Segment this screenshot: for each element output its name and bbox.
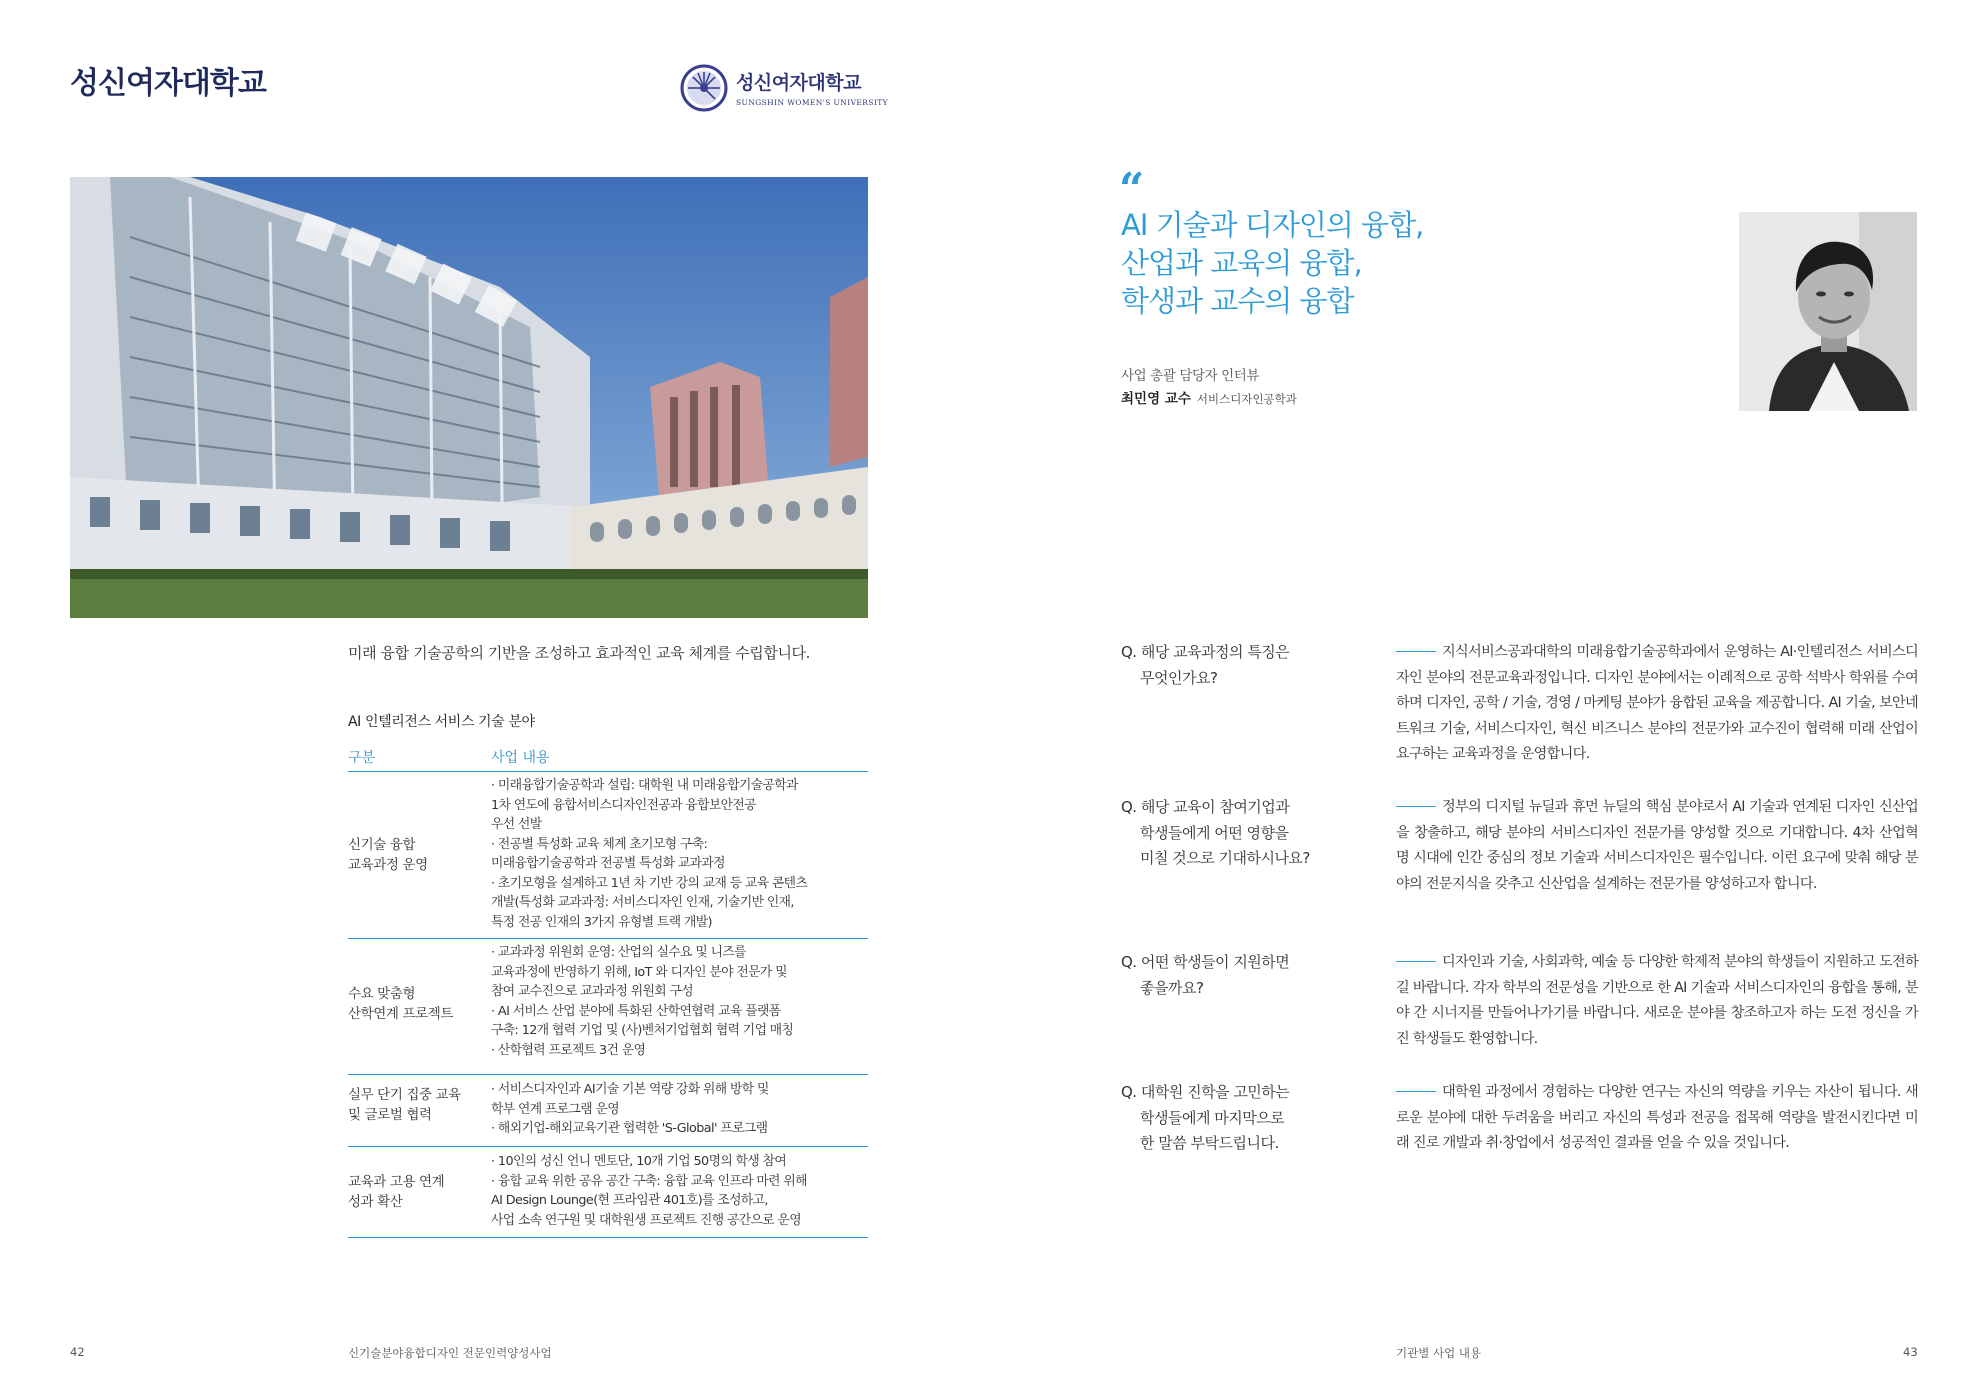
answer-1: 지식서비스공과대학의 미래융합기술공학과에서 운영하는 AI·인텔리전스 서비스디자인 분야의 전문교육과정입니다. 디자인 분야에서는 이례적으로 공학 석박사 학위를 수여하며 디자인, 공학 / 기술, 경영 / 마케팅 분야가 융합된 교육을 제공합니다. AI 기술, 보안네트워크 기술, 서비스디자인, 혁신 비즈니스 분야의 전문가와 교수진이 협력해 미래 산업이 요구하는 교육과정을 운영합니다. — [1396, 644, 1918, 762]
intro-text: 미래 융합 기술공학의 기반을 조성하고 효과적인 교육 체계를 수립합니다. — [348, 644, 811, 662]
professor-portrait — [1739, 212, 1917, 411]
answer-dash — [1396, 1091, 1436, 1092]
footer-left-text: 신기술분야융합디자인 전문인력양성사업 — [348, 1346, 552, 1360]
row-category: 교육과 고용 연계 성과 확산 — [348, 1174, 445, 1210]
row-items: · 교과과정 위원회 운영: 산업의 실수요 및 니즈를 교육과정에 반영하기 위해, IoT 와 디자인 분야 전문가 및 참여 교수진으로 교과과정 위원회 구성 · AI 서비스 산업 분야에 특화된 산학연협력 교육 플랫폼 구축: 12개 협력 기업 및 (사)벤처기업협회 협력 기업 매칭 · 산학협력 프로젝트 3건 운영 — [491, 945, 794, 1058]
answer-dash — [1396, 806, 1436, 807]
section-label: AI 인텔리전스 서비스 기술 분야 — [348, 714, 535, 730]
interviewee-name: 최민영 교수 서비스디자인공학과 — [1121, 391, 1297, 407]
table-row — [348, 772, 868, 939]
logo-korean: 성신여자대학교 — [736, 72, 861, 94]
interview-kicker: 사업 총괄 담당자 인터뷰 — [1121, 368, 1260, 384]
campus-building-photo — [70, 177, 868, 618]
row-category: 신기술 융합 교육과정 운영 — [348, 837, 428, 873]
table-row — [348, 939, 868, 1075]
row-items: · 서비스디자인과 AI기술 기본 역량 강화 위해 방학 및 학부 연계 프로그램 운영 · 해외기업-해외교육기관 협력한 'S-Global' 프로그램 — [491, 1082, 769, 1136]
table-row — [348, 1075, 868, 1147]
header-category: 구분 — [348, 750, 376, 766]
interview-headline: AI 기술과 디자인의 융합, 산업과 교육의 융합, 학생과 교수의 융합 — [1121, 208, 1424, 318]
page-number-left: 42 — [70, 1345, 85, 1359]
answer-dash — [1396, 651, 1436, 652]
question-3: Q. 어떤 학생들이 지원하면 좋을까요? — [1121, 953, 1290, 997]
answer-2: 정부의 디지털 뉴딜과 휴먼 뉴딜의 핵심 분야로서 AI 기술과 연계된 디자인 신산업을 창출하고, 해당 분야의 서비스디자인 전문가를 양성할 것으로 기대합니다. 4차 산업혁명 시대에 인간 중심의 정보 기술과 서비스디자인은 필수입니다. 이런 요구에 맞춰 해당 분야의 전문지식을 갖추고 신산업을 설계하는 전문가를 양성하고자 합니다. — [1396, 799, 1918, 892]
table-header — [348, 743, 868, 772]
answer-3: 디자인과 기술, 사회과학, 예술 등 다양한 학제적 분야의 학생들이 지원하고 도전하길 바랍니다. 각자 학부의 전문성을 기반으로 한 AI 기술과 서비스디자인의 융합을 통해, 분야 간 시너지를 만들어나가기를 바랍니다. 새로운 분야를 창조하고자 하는 도전 정신을 가진 학생들도 환영합니다. — [1396, 954, 1918, 1047]
quote-mark-icon: “ — [1119, 164, 1145, 215]
university-logo — [680, 64, 888, 116]
program-table — [348, 743, 868, 1238]
row-items: · 미래융합기술공학과 설립: 대학원 내 미래융합기술공학과 1차 연도에 융합서비스디자인전공과 융합보안전공 우선 선발 · 전공별 특성화 교육 체계 초기모형 구축: 미래융합기술공학과 전공별 특성화 교과과정 · 초기모형을 설계하고 1년 차 기반 강의 교재 등 교육 콘텐츠 개발(특성화 교과과정: 서비스디자인 인재, 기술기반 인재, 특정 전공 인재의 3가지 유형별 트랙 개발) — [491, 778, 808, 930]
page-number-right: 43 — [1903, 1345, 1918, 1359]
row-category: 수요 맞춤형 산학연계 프로젝트 — [348, 986, 454, 1022]
question-2: Q. 해당 교육이 참여기업과 학생들에게 어떤 영향을 미칠 것으로 기대하시나요? — [1121, 798, 1310, 867]
campus-building-image — [70, 177, 868, 618]
header-content: 사업 내용 — [491, 750, 550, 766]
interviewee-dept: 서비스디자인공학과 — [1196, 392, 1297, 406]
question-4: Q. 대학원 진학을 고민하는 학생들에게 마지막으로 한 말씀 부탁드립니다. — [1121, 1083, 1290, 1152]
logo-english: SUNGSHIN WOMEN'S UNIVERSITY — [736, 98, 888, 107]
professor-photo — [1739, 212, 1917, 411]
question-1: Q. 해당 교육과정의 특징은 무엇인가요? — [1121, 643, 1290, 687]
table-row — [348, 1147, 868, 1238]
answer-dash — [1396, 961, 1436, 962]
footer-right-text: 기관별 사업 내용 — [1396, 1346, 1482, 1360]
university-emblem-icon — [680, 64, 728, 112]
row-category: 실무 단기 집중 교육 및 글로벌 협력 — [348, 1087, 461, 1123]
answer-4: 대학원 과정에서 경험하는 다양한 연구는 자신의 역량을 키우는 자산이 됩니다. 새로운 분야에 대한 두려움을 버리고 자신의 특성과 전공을 접목해 역량을 발전시킨다면 미래 진로 개발과 취·창업에서 성공적인 결과를 얻을 수 있을 것입니다. — [1396, 1084, 1918, 1151]
page-title: 성신여자대학교 — [70, 66, 266, 101]
row-items: · 10인의 성신 언니 멘토단, 10개 기업 50명의 학생 참여 · 융합 교육 위한 공유 공간 구축: 융합 교육 인프라 마련 위해 AI Design Lounge(현 프라임관 401호)를 조성하고, 사업 소속 연구원 및 대학원생 프로젝트 진행 공간으로 운영 — [491, 1154, 807, 1228]
